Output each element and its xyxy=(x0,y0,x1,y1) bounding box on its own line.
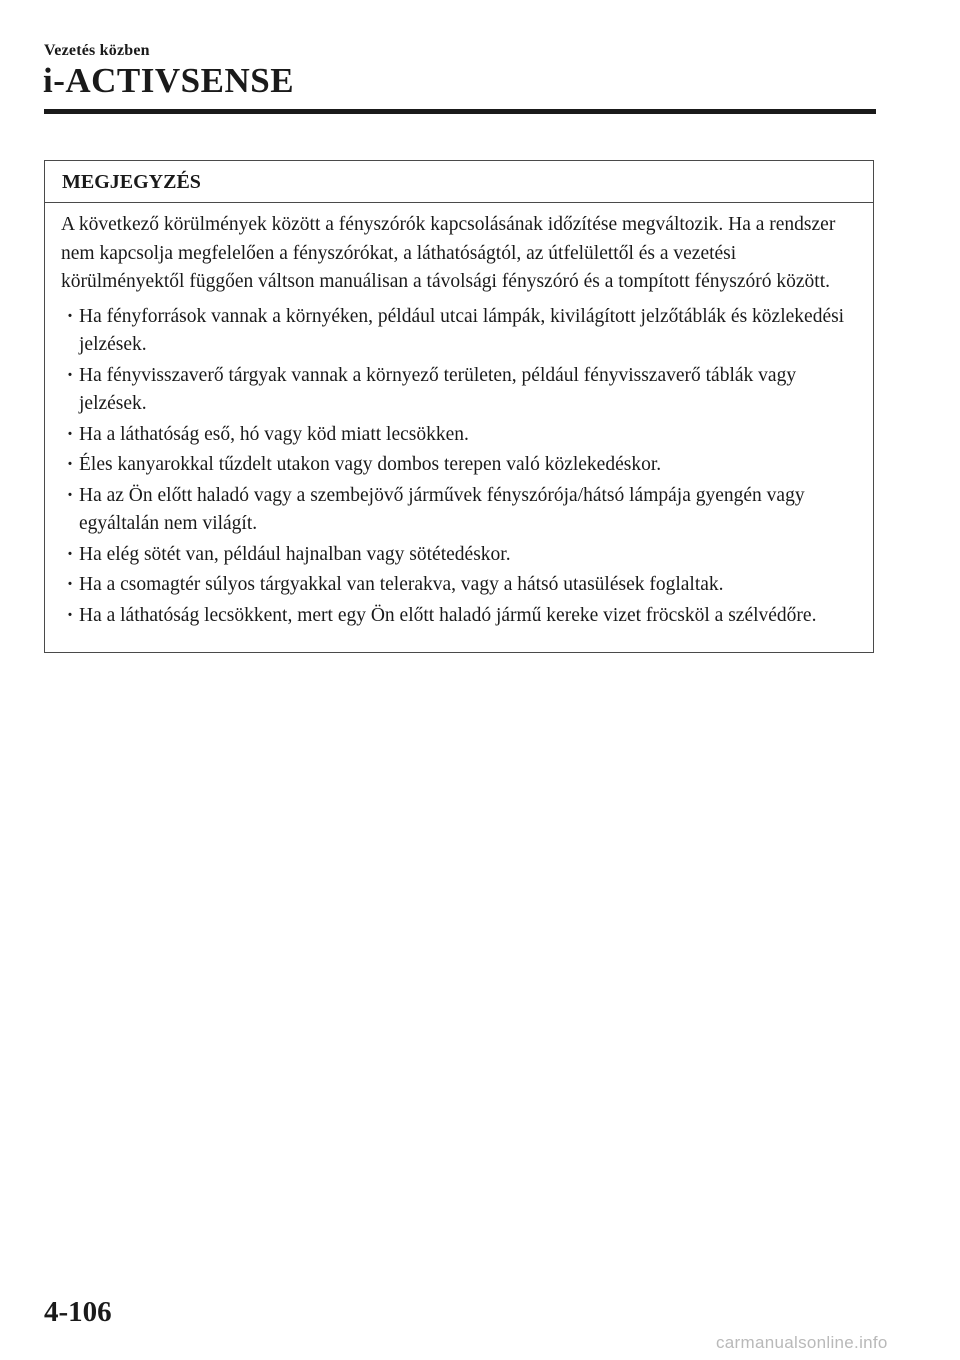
note-intro: A következő körülmények között a fényszórók kapcsolásának időzítése megváltozik. Ha a rendszer nem kapcsolja megfelelően a fényszórókat, a láthatóságtól, az útfelülettől és a vezetési körülményektől függően váltson manuálisan a távolsági fényszóró és a tompított fényszóró között. xyxy=(61,214,836,292)
watermark: carmanualsonline.info xyxy=(716,1333,888,1352)
list-item-text: Éles kanyarokkal tűzdelt utakon vagy dombos terepen való közlekedéskor. xyxy=(79,454,662,475)
bullet-icon: · xyxy=(66,604,74,626)
page-number: 4-106 xyxy=(44,1296,112,1328)
list-item-text: Ha a csomagtér súlyos tárgyakkal van telerakva, vagy a hátsó utasülések foglaltak. xyxy=(79,574,724,595)
list-item xyxy=(61,571,857,600)
chapter-title: i-ACTIVSENSE xyxy=(43,61,295,100)
list-item xyxy=(61,541,857,570)
bullet-icon: · xyxy=(66,364,74,386)
list-item xyxy=(61,482,857,539)
list-item-text: Ha az Ön előtt haladó vagy a szembejövő járművek fényszórója/hátsó lámpája gyengén vagy egyáltalán nem világít. xyxy=(79,484,805,534)
note-box xyxy=(44,160,874,653)
section-label: Vezetés közben xyxy=(44,42,150,59)
list-item-text: Ha elég sötét van, például hajnalban vagy sötétedéskor. xyxy=(79,543,511,565)
list-item-text: Ha fényforrások vannak a környéken, például utcai lámpák, kivilágított jelzőtáblák és közlekedési jelzések. xyxy=(79,305,845,355)
list-item-text: Ha a láthatóság eső, hó vagy köd miatt lecsökken. xyxy=(79,423,469,445)
list-item-text: Ha fényvisszaverő tárgyak vannak a környező területen, például fényvisszaverő táblák vagy jelzések. xyxy=(79,364,797,414)
list-item xyxy=(61,362,857,419)
bullet-icon: · xyxy=(66,574,74,595)
note-body xyxy=(45,203,873,630)
bullet-icon: · xyxy=(66,305,74,327)
bullet-icon: · xyxy=(66,454,74,475)
list-item xyxy=(61,421,857,450)
list-item-text: Ha a láthatóság lecsökkent, mert egy Ön előtt haladó jármű kereke vizet fröcsköl a szélvédőre. xyxy=(79,604,817,626)
bullet-icon: · xyxy=(66,543,74,565)
bullet-icon: · xyxy=(66,423,74,445)
list-item xyxy=(61,303,857,360)
list-item xyxy=(61,451,857,480)
bullet-icon: · xyxy=(66,484,74,506)
title-rule xyxy=(44,109,876,114)
condition-list xyxy=(61,303,857,631)
note-heading: MEGJEGYZÉS xyxy=(45,161,873,203)
list-item xyxy=(61,602,857,631)
